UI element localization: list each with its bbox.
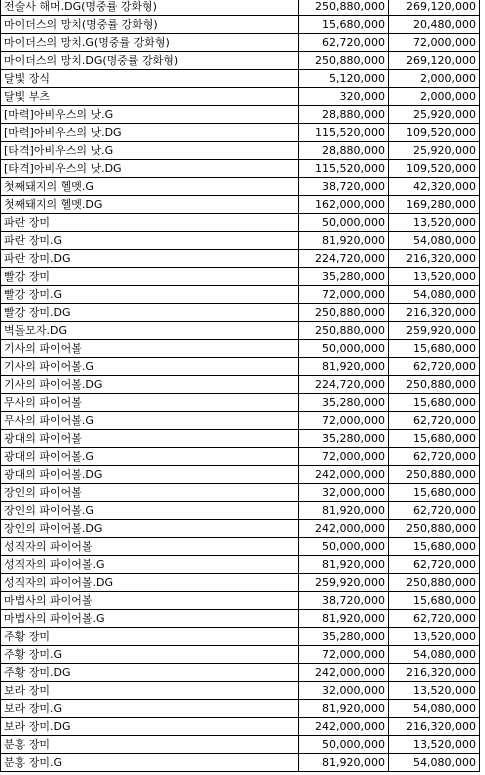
table-row [1, 250, 480, 268]
item-name-cell[interactable]: 광대의 파이어볼.DG [1, 466, 299, 484]
table-row [1, 232, 480, 250]
item-name-cell[interactable]: 기사의 파이어볼 [1, 340, 299, 358]
item-name-cell[interactable]: 빨강 장미 [1, 268, 299, 286]
value-b-cell[interactable]: 15,680,000 [389, 484, 480, 502]
value-b-cell[interactable]: 25,920,000 [389, 106, 480, 124]
value-b-cell[interactable]: 15,680,000 [389, 538, 480, 556]
value-a-cell[interactable]: 50,000,000 [299, 736, 389, 754]
value-a-cell[interactable]: 72,000,000 [299, 646, 389, 664]
value-a-cell[interactable]: 72,000,000 [299, 412, 389, 430]
value-b-cell[interactable]: 13,520,000 [389, 214, 480, 232]
value-a-cell[interactable]: 250,880,000 [299, 322, 389, 340]
table-row [1, 592, 480, 610]
value-a-cell[interactable]: 35,280,000 [299, 394, 389, 412]
table-row [1, 376, 480, 394]
item-name-cell[interactable]: 빨강 장미.DG [1, 304, 299, 322]
value-b-cell[interactable]: 15,680,000 [389, 592, 480, 610]
value-b-cell[interactable]: 269,120,000 [389, 52, 480, 70]
table-row [1, 412, 480, 430]
value-a-cell[interactable]: 242,000,000 [299, 466, 389, 484]
item-name-cell[interactable]: [타격]아비우스의 낫.DG [1, 160, 299, 178]
value-b-cell[interactable]: 25,920,000 [389, 142, 480, 160]
value-b-cell[interactable]: 54,080,000 [389, 646, 480, 664]
item-name-cell[interactable]: 무사의 파이어볼 [1, 394, 299, 412]
table-row [1, 484, 480, 502]
value-b-cell[interactable]: 62,720,000 [389, 610, 480, 628]
table-row [1, 466, 480, 484]
value-a-cell[interactable]: 115,520,000 [299, 124, 389, 142]
table-row [1, 718, 480, 736]
item-name-cell[interactable]: 성직자의 파이어볼.DG [1, 574, 299, 592]
value-a-cell[interactable]: 38,720,000 [299, 592, 389, 610]
value-a-cell[interactable]: 81,920,000 [299, 358, 389, 376]
table-row [1, 574, 480, 592]
value-b-cell[interactable]: 62,720,000 [389, 556, 480, 574]
table-row [1, 34, 480, 52]
value-a-cell[interactable]: 250,880,000 [299, 52, 389, 70]
table-row [1, 16, 480, 34]
table-row [1, 142, 480, 160]
value-b-cell[interactable]: 42,320,000 [389, 178, 480, 196]
table-row [1, 160, 480, 178]
spreadsheet-body [1, 0, 480, 772]
item-name-cell[interactable]: 분홍 장미 [1, 736, 299, 754]
table-row [1, 520, 480, 538]
table-row [1, 340, 480, 358]
item-name-cell[interactable]: 기사의 파이어볼.DG [1, 376, 299, 394]
value-a-cell[interactable]: 35,280,000 [299, 628, 389, 646]
table-row [1, 664, 480, 682]
table-row [1, 700, 480, 718]
item-name-cell[interactable]: 빨강 장미.G [1, 286, 299, 304]
item-name-cell[interactable]: 첫째돼지의 헬멧.G [1, 178, 299, 196]
value-b-cell[interactable]: 109,520,000 [389, 160, 480, 178]
value-b-cell[interactable]: 62,720,000 [389, 358, 480, 376]
value-a-cell[interactable]: 81,920,000 [299, 556, 389, 574]
value-b-cell[interactable]: 109,520,000 [389, 124, 480, 142]
value-a-cell[interactable]: 81,920,000 [299, 502, 389, 520]
value-b-cell[interactable]: 20,480,000 [389, 16, 480, 34]
value-a-cell[interactable]: 242,000,000 [299, 664, 389, 682]
item-name-cell[interactable]: 보라 장미.DG [1, 718, 299, 736]
value-b-cell[interactable]: 62,720,000 [389, 502, 480, 520]
value-a-cell[interactable]: 250,880,000 [299, 0, 389, 16]
value-b-cell[interactable]: 216,320,000 [389, 304, 480, 322]
table-row [1, 754, 480, 772]
value-b-cell[interactable]: 216,320,000 [389, 250, 480, 268]
item-name-cell[interactable]: 달빛 장식 [1, 70, 299, 88]
table-row [1, 124, 480, 142]
value-b-cell[interactable]: 216,320,000 [389, 718, 480, 736]
value-b-cell[interactable]: 13,520,000 [389, 682, 480, 700]
item-name-cell[interactable]: 장인의 파이어볼.G [1, 502, 299, 520]
table-row [1, 214, 480, 232]
table-row [1, 178, 480, 196]
value-b-cell[interactable]: 15,680,000 [389, 394, 480, 412]
table-row [1, 646, 480, 664]
value-a-cell[interactable]: 81,920,000 [299, 610, 389, 628]
item-name-cell[interactable]: 달빛 부츠 [1, 88, 299, 106]
table-row [1, 538, 480, 556]
item-name-cell[interactable]: [마력]아비우스의 낫.G [1, 106, 299, 124]
table-row [1, 556, 480, 574]
item-name-cell[interactable]: 마이더스의 망치.DG(명중률 강화형) [1, 52, 299, 70]
value-b-cell[interactable]: 62,720,000 [389, 448, 480, 466]
value-a-cell[interactable]: 5,120,000 [299, 70, 389, 88]
table-row [1, 196, 480, 214]
table-row [1, 682, 480, 700]
item-name-cell[interactable]: 마이더스의 망치(명중률 강화형) [1, 16, 299, 34]
table-row [1, 322, 480, 340]
value-b-cell[interactable]: 54,080,000 [389, 700, 480, 718]
value-a-cell[interactable]: 259,920,000 [299, 574, 389, 592]
table-row [1, 70, 480, 88]
value-b-cell[interactable]: 54,080,000 [389, 232, 480, 250]
value-a-cell[interactable]: 81,920,000 [299, 232, 389, 250]
value-a-cell[interactable]: 250,880,000 [299, 304, 389, 322]
table-row [1, 358, 480, 376]
item-name-cell[interactable]: 광대의 파이어볼.G [1, 448, 299, 466]
value-a-cell[interactable]: 32,000,000 [299, 484, 389, 502]
item-name-cell[interactable]: 장인의 파이어볼.DG [1, 520, 299, 538]
item-name-cell[interactable]: [마력]아비우스의 낫.DG [1, 124, 299, 142]
table-row [1, 502, 480, 520]
value-a-cell[interactable]: 242,000,000 [299, 718, 389, 736]
value-b-cell[interactable]: 62,720,000 [389, 412, 480, 430]
table-row [1, 448, 480, 466]
value-b-cell[interactable]: 54,080,000 [389, 286, 480, 304]
value-a-cell[interactable]: 115,520,000 [299, 160, 389, 178]
item-name-cell[interactable]: 보라 장미 [1, 682, 299, 700]
value-b-cell[interactable]: 54,080,000 [389, 754, 480, 772]
item-name-cell[interactable]: 성직자의 파이어볼 [1, 538, 299, 556]
value-b-cell[interactable]: 250,880,000 [389, 574, 480, 592]
item-name-cell[interactable]: 주황 장미.G [1, 646, 299, 664]
table-row [1, 268, 480, 286]
value-b-cell[interactable]: 259,920,000 [389, 322, 480, 340]
table-row [1, 430, 480, 448]
item-name-cell[interactable]: 첫째돼지의 헬멧.DG [1, 196, 299, 214]
value-a-cell[interactable]: 242,000,000 [299, 520, 389, 538]
value-a-cell[interactable]: 38,720,000 [299, 178, 389, 196]
value-b-cell[interactable]: 269,120,000 [389, 0, 480, 16]
table-row [1, 106, 480, 124]
value-a-cell[interactable]: 72,000,000 [299, 286, 389, 304]
item-name-cell[interactable]: 파란 장미 [1, 214, 299, 232]
table-row [1, 628, 480, 646]
value-a-cell[interactable]: 50,000,000 [299, 214, 389, 232]
item-name-cell[interactable]: 마법사의 파이어볼 [1, 592, 299, 610]
item-name-cell[interactable]: 주황 장미 [1, 628, 299, 646]
value-a-cell[interactable]: 72,000,000 [299, 448, 389, 466]
value-b-cell[interactable]: 169,280,000 [389, 196, 480, 214]
value-b-cell[interactable]: 250,880,000 [389, 376, 480, 394]
table-row [1, 304, 480, 322]
value-a-cell[interactable]: 224,720,000 [299, 376, 389, 394]
table-row [1, 0, 480, 16]
value-a-cell[interactable]: 32,000,000 [299, 682, 389, 700]
value-b-cell[interactable]: 250,880,000 [389, 466, 480, 484]
item-name-cell[interactable]: 보라 장미.G [1, 700, 299, 718]
value-a-cell[interactable]: 81,920,000 [299, 754, 389, 772]
value-a-cell[interactable]: 50,000,000 [299, 340, 389, 358]
value-b-cell[interactable]: 15,680,000 [389, 430, 480, 448]
table-row [1, 88, 480, 106]
item-name-cell[interactable]: 파란 장미.G [1, 232, 299, 250]
item-name-cell[interactable]: 성직자의 파이어볼.G [1, 556, 299, 574]
value-b-cell[interactable]: 2,000,000 [389, 88, 480, 106]
value-b-cell[interactable]: 13,520,000 [389, 628, 480, 646]
table-row [1, 52, 480, 70]
item-name-cell[interactable]: 파란 장미.DG [1, 250, 299, 268]
value-a-cell[interactable]: 35,280,000 [299, 430, 389, 448]
value-b-cell[interactable]: 13,520,000 [389, 268, 480, 286]
item-name-cell[interactable]: 전술사 해머.DG(명중률 강화형) [1, 0, 299, 16]
value-a-cell[interactable]: 50,000,000 [299, 538, 389, 556]
item-name-cell[interactable]: [타격]아비우스의 낫.G [1, 142, 299, 160]
value-b-cell[interactable]: 2,000,000 [389, 70, 480, 88]
item-name-cell[interactable]: 장인의 파이어볼 [1, 484, 299, 502]
item-name-cell[interactable]: 주황 장미.DG [1, 664, 299, 682]
value-a-cell[interactable]: 320,000 [299, 88, 389, 106]
value-a-cell[interactable]: 224,720,000 [299, 250, 389, 268]
value-a-cell[interactable]: 62,720,000 [299, 34, 389, 52]
table-row [1, 286, 480, 304]
table-row [1, 394, 480, 412]
value-a-cell[interactable]: 15,680,000 [299, 16, 389, 34]
item-name-cell[interactable]: 벽돌모자.DG [1, 322, 299, 340]
item-name-cell[interactable]: 마이더스의 망치.G(명중률 강화형) [1, 34, 299, 52]
table-row [1, 736, 480, 754]
value-a-cell[interactable]: 28,880,000 [299, 142, 389, 160]
value-b-cell[interactable]: 250,880,000 [389, 520, 480, 538]
item-name-cell[interactable]: 분홍 장미.G [1, 754, 299, 772]
value-a-cell[interactable]: 28,880,000 [299, 106, 389, 124]
value-a-cell[interactable]: 81,920,000 [299, 700, 389, 718]
item-name-cell[interactable]: 무사의 파이어볼.G [1, 412, 299, 430]
item-name-cell[interactable]: 마법사의 파이어볼.G [1, 610, 299, 628]
value-b-cell[interactable]: 15,680,000 [389, 340, 480, 358]
value-b-cell[interactable]: 13,520,000 [389, 736, 480, 754]
item-name-cell[interactable]: 기사의 파이어볼.G [1, 358, 299, 376]
value-a-cell[interactable]: 35,280,000 [299, 268, 389, 286]
item-name-cell[interactable]: 광대의 파이어볼 [1, 430, 299, 448]
table-row [1, 610, 480, 628]
value-a-cell[interactable]: 162,000,000 [299, 196, 389, 214]
value-b-cell[interactable]: 72,000,000 [389, 34, 480, 52]
value-b-cell[interactable]: 216,320,000 [389, 664, 480, 682]
